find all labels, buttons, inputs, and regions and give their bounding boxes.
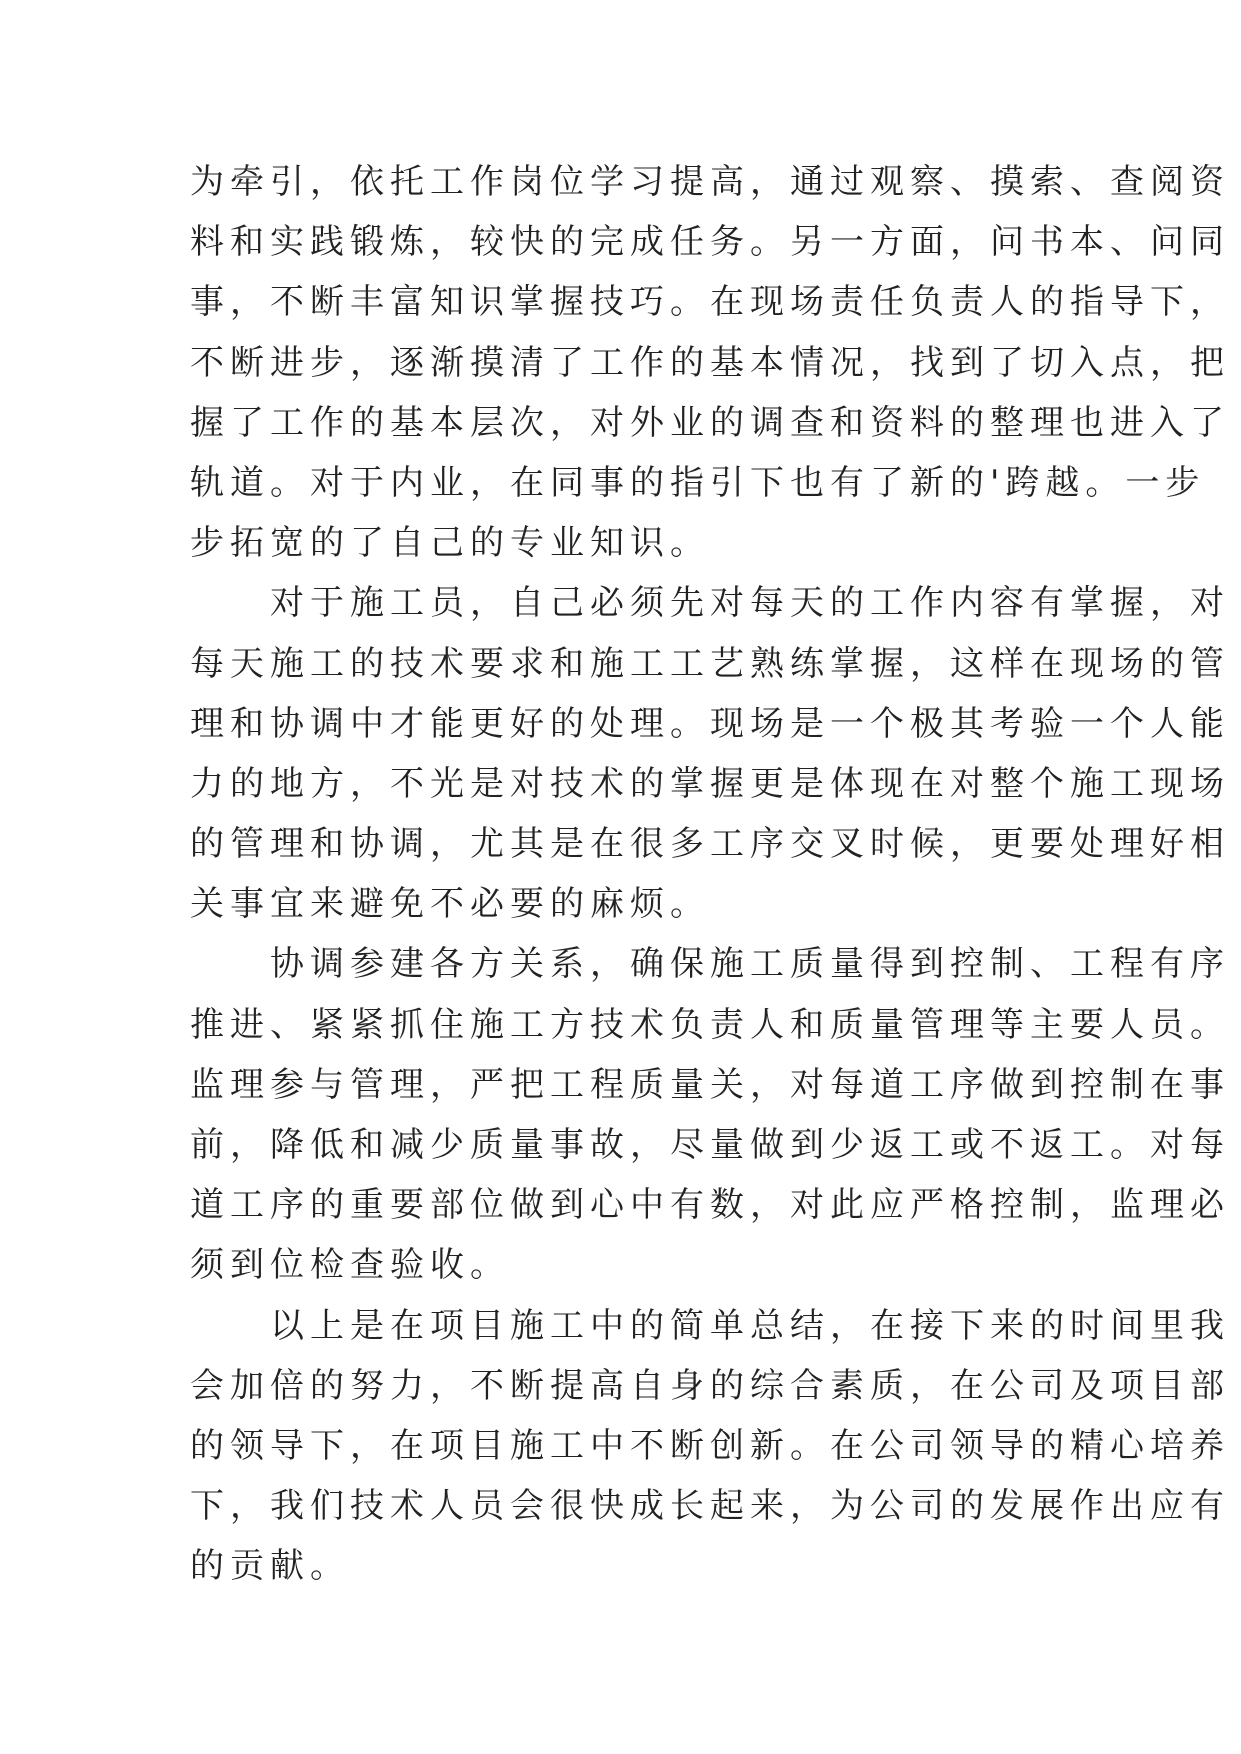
text-line: 步拓宽的了自己的专业知识。 (190, 523, 710, 564)
text-line: 不断进步，逐渐摸清了工作的基本情况，找到了切入点，把 (190, 342, 1230, 383)
text-line: 道工序的重要部位做到心中有数，对此应严格控制，监理必 (190, 1185, 1230, 1226)
text-line: 以上是在项目施工中的简单总结，在接下来的时间里我 (190, 1305, 1230, 1346)
text-line: 为牵引，依托工作岗位学习提高，通过观察、摸索、查阅资 (190, 162, 1230, 202)
text-line: 监理参与管理，严把工程质量关，对每道工序做到控制在事 (190, 1064, 1230, 1105)
text-line: 料和实践锻炼，较快的完成任务。另一方面，问书本、问同 (190, 222, 1230, 263)
text-line: 协调参建各方关系，确保施工质量得到控制、工程有序 (190, 944, 1230, 985)
text-line: 关事宜来避免不必要的麻烦。 (190, 884, 710, 925)
text-line: 下，我们技术人员会很快成长起来，为公司的发展作出应有 (190, 1486, 1230, 1527)
text-line: 理和协调中才能更好的处理。现场是一个极其考验一个人能 (190, 703, 1230, 744)
text-line: 事，不断丰富知识掌握技巧。在现场责任负责人的指导下， (190, 282, 1230, 323)
text-line: 轨道。对于内业，在同事的指引下也有了新的'跨越。一步 (190, 462, 1206, 503)
text-line: 握了工作的基本层次，对外业的调查和资料的整理也进入了 (190, 402, 1230, 443)
body-text (190, 152, 1230, 1597)
text-line: 的领导下，在项目施工中不断创新。在公司领导的精心培养 (190, 1425, 1230, 1466)
text-line: 的贡献。 (190, 1546, 350, 1587)
text-line: 每天施工的技术要求和施工工艺熟练掌握，这样在现场的管 (190, 643, 1230, 684)
text-line: 力的地方，不光是对技术的掌握更是体现在对整个施工现场 (190, 763, 1230, 804)
text-line: 会加倍的努力，不断提高自身的综合素质，在公司及项目部 (190, 1365, 1230, 1406)
text-line: 的管理和协调，尤其是在很多工序交叉时候，更要处理好相 (190, 824, 1230, 865)
text-line: 对于施工员，自己必须先对每天的工作内容有掌握，对 (190, 583, 1230, 624)
text-line: 前，降低和减少质量事故，尽量做到少返工或不返工。对每 (190, 1125, 1230, 1165)
text-line: 推进、紧紧抓住施工方技术负责人和质量管理等主要人员。 (190, 1004, 1230, 1045)
text-line: 须到位检查验收。 (190, 1245, 510, 1286)
